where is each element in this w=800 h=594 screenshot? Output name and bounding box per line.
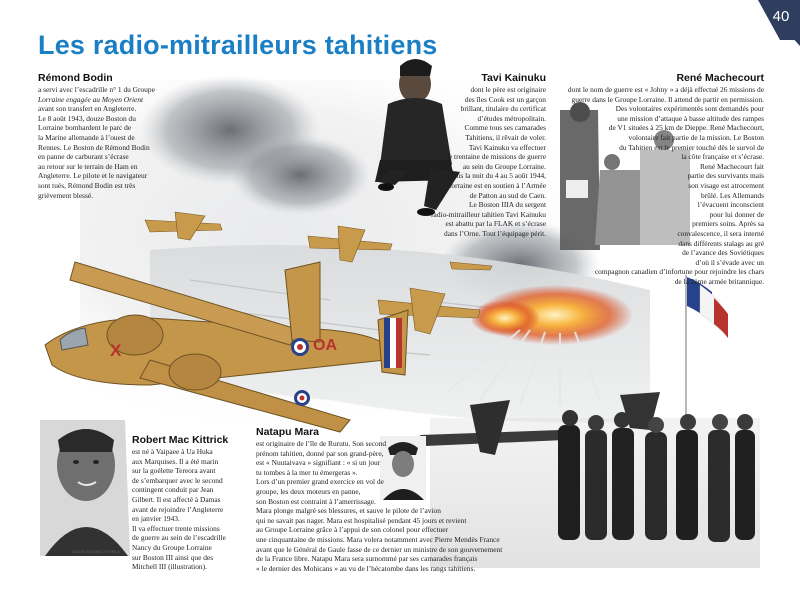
machecourt-line: d’où il s’évade avec un (695, 257, 764, 267)
machecourt-line: convalescence, il sera interné (677, 228, 764, 238)
bodin-line: Lorraine engagée au Moyen Orient (38, 94, 144, 104)
bodin-section (38, 72, 218, 200)
kittrick-line: avant de rejoindre l’Angleterre (132, 504, 224, 514)
kittrick-line: Mitchell III (illustration). (132, 562, 207, 572)
photo-credit: COLLECTION MAC KITTRICK (72, 550, 121, 554)
plane-code-marking: OA (313, 337, 337, 354)
mara-line: « le dernier des Mohicans » au vu de l’hécatombe dans les rangs tahitiens. (256, 563, 476, 573)
kainuku-line: est abattu par la FLAK et s’écrase (445, 219, 546, 229)
machecourt-line: pour lui donner de (709, 209, 764, 219)
kainuku-line: radio-mitrailleur tahitien Tavi Kainuku (431, 209, 546, 219)
kainuku-line: une trentaine de missions de guerre (441, 152, 546, 162)
kainuku-line: Le Boston IIIA du sergent (468, 200, 546, 210)
kainuku-line: le Lorraine est en soutien à l’Armée (439, 180, 546, 190)
mara-line: son Boston est contraint à l’amerrissage. (256, 496, 376, 506)
bodin-line: Le 8 août 1943, douze Boston du (38, 113, 136, 123)
kittrick-line: de s’embarquer avec le second (132, 475, 223, 485)
machecourt-line: compagnon canadien d’infortune pour rejoindre les chars (594, 267, 764, 277)
kittrick-line: aux Marquises. Il a été marin (132, 456, 219, 466)
machecourt-line: brûlé. Les Allemands (700, 190, 764, 200)
kittrick-line: de guerre au sein de l’escadrille (132, 533, 226, 543)
kainuku-line: des îles Cook est un garçon (464, 94, 546, 104)
kainuku-heading: Tavi Kainuku (481, 72, 546, 84)
kainuku-line: dans l’Orne. Tout l’équipage périt. (444, 228, 546, 238)
machecourt-line: de V1 situées à 25 km de Dieppe. René Machecourt, (608, 123, 764, 133)
machecourt-line: de la 2ème armée britannique. (674, 276, 764, 286)
french-flag (686, 275, 728, 415)
bodin-line: au retour sur le terrain de Ham en (38, 161, 138, 171)
machecourt-line: René Machecourt fait (699, 161, 764, 171)
page-title: Les radio-mitrailleurs tahitiens (38, 30, 438, 60)
machecourt-line: de l’avance des Soviétiques (682, 248, 764, 258)
machecourt-line: dont le nom de guerre est « Johny » a déjà effectué 26 missions de (567, 85, 764, 94)
kainuku-line: brillant, titulaire du certificat (460, 104, 546, 114)
bodin-line: avant son transfert en Angleterre. (38, 104, 137, 114)
mara-line: Mara plonge malgré ses blessures, et sauve le pilote de l’avion (256, 506, 441, 516)
kainuku-line: Comme tous ses camarades (464, 123, 546, 133)
mara-line: est originaire de l’île de Rurutu. Son second (256, 439, 387, 448)
mara-line: une cinquantaine de missions. Mara volera notamment avec Pierre Mendès France (256, 534, 500, 544)
bodin-line: Lorraine bombardent le parc de (38, 123, 132, 133)
bodin-heading: Rémond Bodin (38, 72, 113, 84)
machecourt-line: son visage est atrocement (688, 180, 764, 190)
kittrick-line: Gilbert. Il est affecté à Damas (132, 494, 221, 504)
machecourt-line: une mission d’attaque à basse altitude des rampes (617, 113, 764, 123)
kainuku-line: Dans la nuit du 4 au 5 août 1944, (448, 171, 546, 181)
machecourt-line: la côte française et s’écrase. (681, 152, 764, 162)
bodin-line: en panne de carburant s’écrase (38, 152, 129, 162)
mara-line: de la France libre. Natapu Mara sera surnommé par ses camarades français (256, 554, 478, 564)
machecourt-line: volontaire fait partie de la mission. Le Boston (628, 132, 764, 142)
kittrick-line: Il va effectuer trente missions (132, 523, 220, 533)
bodin-line: a servi avec l’escadrille n° 1 du Groupe (38, 85, 155, 94)
kittrick-line: est né à Vaipaee à Ua Huka (132, 447, 213, 456)
mara-line: au Groupe Lorraine grâce à l’appui de son colonel pour effectuer (256, 525, 448, 535)
kittrick-line: sur Boston III ainsi que des (132, 552, 214, 562)
kainuku-section (400, 72, 546, 239)
mara-line: Lors d’un premier grand exercice en vol de (256, 477, 384, 487)
mara-line: prénom tahitien, donné par son grand-père, (256, 448, 384, 458)
kainuku-line: Tavi Kainuku va effectuer (468, 142, 546, 152)
machecourt-line: l’évacuent inconscient (697, 200, 764, 210)
machecourt-line: guerre dans le Groupe Lorraine. Il attend de partir en permission. (571, 94, 764, 104)
bodin-line: Rennes. Le Boston de Rémond Bodin (38, 142, 150, 152)
kittrick-line: en janvier 1943. (132, 514, 180, 524)
machecourt-line: partie des survivants mais (687, 171, 764, 181)
mara-heading: Natapu Mara (256, 426, 320, 438)
kittrick-heading: Robert Mac Kittrick (132, 434, 229, 446)
mara-section (256, 426, 546, 573)
bodin-line: Angleterre. Le pilote et le navigateur (38, 171, 148, 181)
bodin-line: la Marine allemande à l’ouest de (38, 132, 135, 142)
kittrick-portrait (40, 420, 130, 556)
mara-line: est « Nuutaivava » signifiant : « si un jour (256, 458, 381, 468)
bodin-line: grièvement blessé. (38, 190, 94, 200)
kittrick-line: Nancy du Groupe Lorraine (132, 542, 212, 552)
kainuku-line: dont le père est originaire (470, 85, 546, 94)
machecourt-heading: René Machecourt (676, 72, 764, 84)
page-number: 40 (772, 8, 790, 25)
mara-line: avant que le Général de Gaule fasse de ce dernier un ministre de son gouvernement (256, 544, 503, 554)
machecourt-section (548, 72, 764, 286)
kainuku-line: au sein du Groupe Lorraine. (462, 161, 546, 171)
mara-line: tu tombes à la mer tu émergeras ». (256, 467, 358, 477)
machecourt-line: dans différents stalags au gré (678, 238, 764, 248)
kainuku-line: de Patton au sud de Caen. (469, 190, 546, 200)
kittrick-line: contingent conduit par Jean (132, 485, 214, 495)
mara-line: groupe, les deux moteurs en panne, (256, 486, 361, 496)
machecourt-line: Des volontaires expérimentés sont demandés pour (615, 104, 764, 114)
kainuku-line: Tahitiens, il rêvait de voler. (465, 132, 546, 142)
kainuku-line: d’études métropolitain. (477, 113, 546, 123)
plane-cross-marking: X (110, 341, 122, 360)
machecourt-line: du Tahitien est le premier touché dès le survol de (619, 142, 764, 152)
machecourt-line: premiers soins. Après sa (692, 219, 764, 229)
bodin-line: sont tués, Rémond Bodin est très (38, 180, 136, 190)
kittrick-line: sur la goélette Tereora avant (132, 466, 216, 476)
mara-line: qui ne savait pas nager. Mara est hospitalisé pendant 45 jours et revient (256, 515, 467, 525)
